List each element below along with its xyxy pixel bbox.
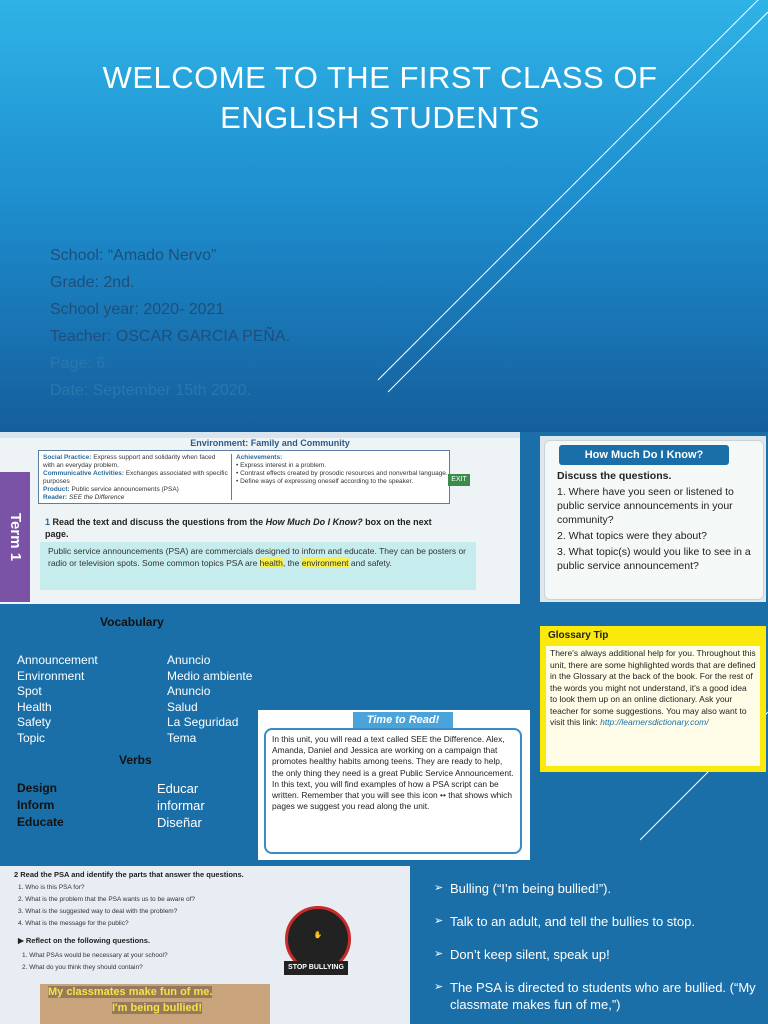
reflect-question-item: 1. What PSAs would be necessary at your school? (22, 952, 168, 959)
info-school-year: School year: 2020- 2021 (50, 301, 225, 318)
info-page: Page: 6 (50, 355, 106, 372)
psa-question: 2 Read the PSA and identify the parts that answer the questions. (14, 870, 244, 879)
psa-question-item: 3. What is the suggested way to deal with the problem? (18, 908, 178, 915)
practice-box (38, 450, 450, 504)
vocab-en-item: Spot (17, 684, 42, 698)
psa-question-item: 2. What is the problem that the PSA wants us to be aware of? (18, 896, 196, 903)
verb-en-item: Educate (17, 815, 64, 829)
how-question-1: 1. Where have you seen or listened to public service announcements in your community? (557, 486, 734, 526)
info-school: School: “Amado Nervo” (50, 247, 217, 264)
question-text: Read the text and discuss the questions from the (52, 517, 264, 527)
comm-label: Communicative Activities: (43, 470, 125, 477)
verb-es-item: Educar (157, 781, 199, 796)
product-label: Product: (43, 486, 70, 493)
vocab-en-item: Announcement (17, 653, 98, 667)
achievement-2: • Contrast effects created by prosodic resources and nonverbal language. (236, 470, 448, 477)
reader-label: Reader: (43, 494, 68, 501)
time-to-read-banner: Time to Read! (353, 712, 453, 728)
how-body (557, 469, 757, 575)
achievements-column (231, 454, 451, 500)
bullet-item: ➢ Don’t keep silent, speak up! (434, 946, 764, 963)
time-to-read-text: In this unit, you will read a text called SEE the Difference. Alex, Amanda, Daniel and Jessica are working on a campaign that promotes healthy habits among teens. They are ready to help, the only thing they need is a great Public Service Announcement. In this text, you will find examples of how a PSA script can be written. Remember that you will see this icon •• that shows which pages we suggest you read along the unit. (264, 728, 522, 854)
stop-bullying-label: STOP BULLYING (284, 961, 348, 975)
book-excerpt-environment (0, 432, 520, 604)
bullet-item: ➢ Bulling (“I’m being bullied!”). (434, 880, 764, 897)
product-text: Public service announcements (PSA) (71, 486, 179, 493)
vocabulary-heading: Vocabulary (100, 615, 164, 629)
vocab-english-list (17, 653, 98, 746)
psa-the: , the (282, 558, 300, 568)
reflect-question-list (22, 950, 168, 974)
vocab-en-item: Safety (17, 715, 52, 729)
speech-line-2: I'm being bullied! (112, 1002, 203, 1014)
psa-line-2: They can be posters or radio or television spots. Some common topics PSA are (48, 546, 466, 568)
psa-question-item: 1. Who is this PSA for? (18, 884, 85, 891)
psa-bullet-list (434, 880, 764, 1024)
social-label: Social Practice: (43, 454, 92, 461)
vocab-en-item: Environment (17, 668, 85, 683)
question-1 (45, 516, 455, 540)
psa-question-item: 4. What is the message for the public? (18, 920, 129, 927)
title-slide (0, 0, 768, 432)
info-teacher: Teacher: OSCAR GARCIA PEÑA. (50, 328, 291, 345)
speech-line-1: My classmates make fun of me. (48, 986, 213, 998)
how-question-3: 3. What topic(s) would you like to see in a public service announcement? (557, 546, 751, 572)
vocab-es-item: Medio ambiente (167, 668, 253, 683)
term-label: Term 1 (0, 472, 30, 602)
psa-line-3: and safety. (350, 558, 392, 568)
glossary-link[interactable]: http://learnersdictionary.com/ (600, 717, 709, 727)
class-info (50, 242, 290, 404)
question-end: box on the next page. (45, 517, 432, 539)
discuss-label: Discuss the questions. (557, 470, 672, 482)
how-header: How Much Do I Know? (559, 445, 729, 465)
info-date: Date: September 15th 2020. (50, 382, 252, 399)
glossary-tip-box (540, 626, 766, 772)
time-to-read-box (258, 710, 530, 860)
achievement-1: • Express interest in a problem. (236, 462, 327, 469)
question-number: 1 (45, 517, 51, 527)
verbs-heading: Verbs (119, 753, 152, 767)
bullet-item: ➢ The PSA is directed to students who are bullied. (“My classmate makes fun of me,”) (434, 979, 764, 1013)
info-grade: Grade: 2nd. (50, 274, 135, 291)
vocab-spanish-list (167, 653, 252, 746)
vocab-es-item: Salud (167, 699, 198, 714)
environment-title: Environment: Family and Community (190, 438, 350, 448)
vocab-es-item: Anuncio (167, 653, 211, 667)
psa-line-1: Public service announcements (PSA) are commercials designed to inform and educate. (48, 546, 377, 556)
reflect-heading: ▶ Reflect on the following questions. (18, 936, 151, 945)
glossary-title: Glossary Tip (548, 630, 609, 641)
achievement-3: • Define ways of expressing oneself according to the speaker. (236, 478, 414, 485)
book-excerpt-psa (0, 866, 410, 1024)
hand-icon: ✋ (313, 932, 323, 939)
bullet-item: ➢ Talk to an adult, and tell the bullies to stop. (434, 913, 764, 930)
verb-es-item: Diseñar (157, 815, 202, 830)
verb-en-item: Design (17, 781, 58, 795)
vocab-es-item: La Seguridad (167, 715, 239, 729)
psa-health: health (259, 558, 283, 568)
bullying-photo (40, 984, 270, 1024)
verbs-english-list (17, 780, 64, 831)
reflect-question-item: 2. What do you think they should contain? (22, 964, 143, 971)
how-question-2: 2. What topics were they about? (557, 530, 707, 542)
psa-question-list (18, 882, 195, 930)
vocab-en-item: Topic (17, 730, 46, 745)
vocab-en-item: Health (17, 699, 52, 714)
how-card (544, 440, 764, 600)
comm-text: Exchanges associated with specific purposes (43, 470, 228, 485)
glossary-body (546, 646, 760, 766)
practice-column (43, 454, 228, 502)
glossary-text: There's always additional help for you. Throughout this unit, there are some highlighted words that are defined in the Glossary at the back of the book. For the rest of the words you might not understand, it's a good idea to look them up on an online dictionary. Ask your teacher for some suggestions. You may also want to visit this link: (550, 648, 756, 727)
exit-sign: EXIT (448, 474, 470, 486)
achievements-label: Achievements: (236, 454, 283, 461)
social-text: Express support and solidarity when faced with an everyday problem. (43, 454, 216, 469)
vocab-es-item: Anuncio (167, 684, 211, 698)
how-much-do-i-know-box (540, 436, 766, 602)
verb-es-item: informar (157, 798, 205, 813)
vocab-es-item: Tema (167, 730, 197, 745)
question-italic: How Much Do I Know? (265, 517, 363, 527)
verb-en-item: Inform (17, 798, 55, 812)
psa-definition (40, 542, 476, 590)
slide-title: WELCOME TO THE FIRST CLASS OF ENGLISH STUDENTS (102, 60, 658, 135)
psa-environment: environment (301, 558, 349, 568)
reader-text: SEE the Difference (69, 494, 125, 501)
verbs-spanish-list (157, 780, 205, 831)
